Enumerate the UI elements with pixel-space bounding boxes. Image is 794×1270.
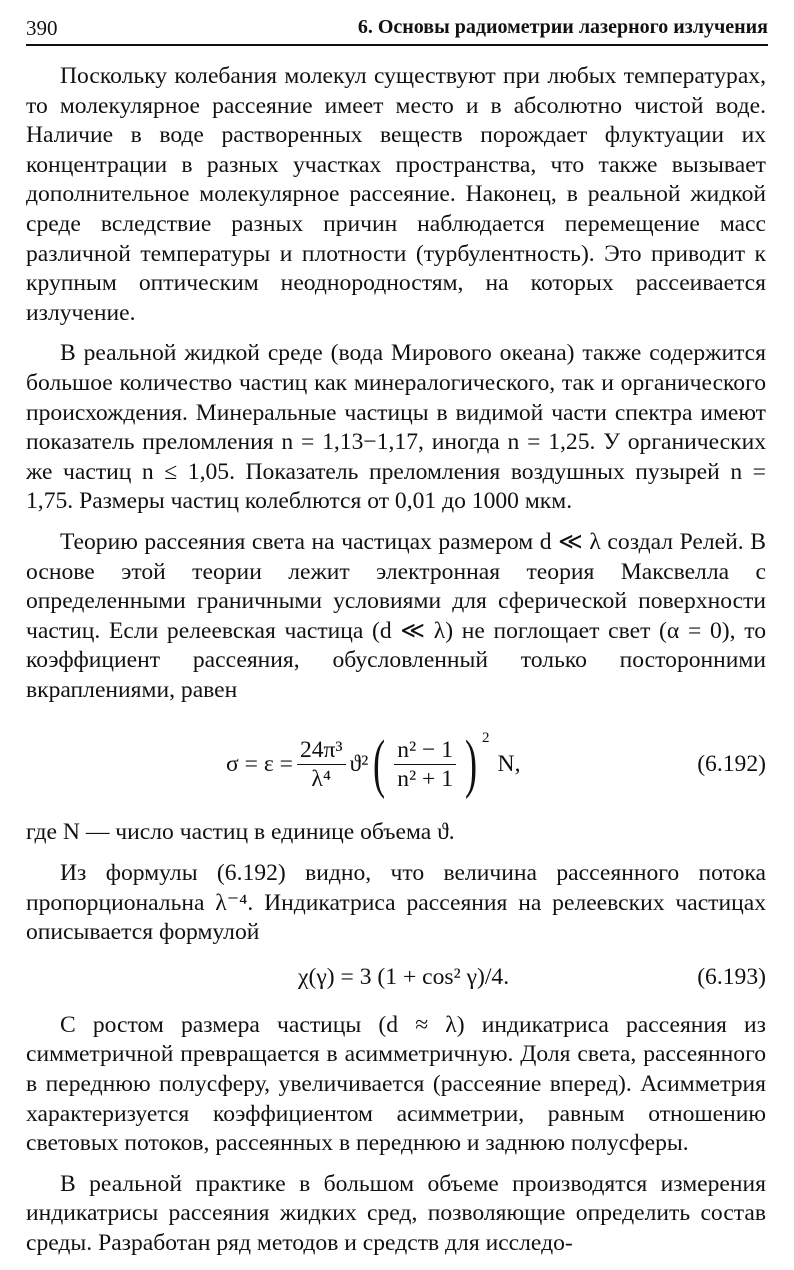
running-head <box>26 14 768 46</box>
page-number: 390 <box>26 16 58 40</box>
paragraph-6: С ростом размера частицы (d ≈ λ) индикатриса рассеяния из симметричной превращается в асимметричную. Доля света, рассеянного в переднюю полусферу, увеличивается (рассеяние вперед). Асимметрия характеризуется коэффициентом асимметрии, равным отношению световых потоков, рассеянных в переднюю и заднюю полусферы. <box>26 1011 766 1157</box>
formula-6-192 <box>26 716 766 812</box>
formula-6-192-body: σ = ε = $\frac{\text{24π³}}{\text{λ⁴}}$ ϑ² ( $\frac{\text{n² − 1}}{\text{n² + 1}}$ ) $^2$ N, <box>226 727 521 801</box>
paragraph-5: Из формулы (6.192) видно, что величина рассеянного потока пропорциональна λ⁻⁴. Индикатриса рассеяния на релеевских частицах описывается формулой <box>26 860 766 946</box>
paragraph-4: где N — число частиц в единице объема ϑ. <box>26 819 455 846</box>
inner-denominator: n² + 1 <box>397 765 454 792</box>
equation-number-6-193: (6.193) <box>697 963 766 990</box>
coefficient-denominator: λ⁴ <box>311 765 332 792</box>
left-paren: ( <box>373 727 386 801</box>
paragraph-2: В реальной жидкой среде (вода Мирового океана) также содержится большое количество частиц как минералогического, так и органического происхождения. Минеральные частицы в видимой части спектра имеют показатель преломления n = 1,13−1,17, иногда n = 1,25. У органических же частиц n ≤ 1,05. Показатель преломления воздушных пузырей n = 1,75. Размеры частиц колеблются от 0,01 до 1000 мкм. <box>26 340 766 515</box>
page-body <box>26 62 766 1270</box>
paragraph-1: Поскольку колебания молекул существуют при любых температурах, то молекулярное рассеяние имеет место и в абсолютно чистой воде. Наличие в воде растворенных веществ порождает флуктуации их концентрации в разных участках пространства, что также вызывает дополнительное молекулярное рассеяние. Наконец, в реальной жидкой среде вследствие разных причин наблюдается перемещение масс различной температуры и плотности (турбулентность). Это приводит к крупным оптическим неоднородностям, на которых рассеивается излучение. <box>26 63 766 326</box>
formula-6-193 <box>26 959 766 999</box>
paragraph-7: В реальной практике в большом объеме производятся измерения индикатрисы рассеяния жидких сред, позволяющие определить состав среды. Разработан ряд методов и средств для исследо- <box>26 1170 766 1256</box>
right-paren: ) <box>465 727 478 801</box>
formula-tail: N, <box>497 750 521 777</box>
formula-6-193-body: χ(γ) = 3 (1 + cos² γ)/4. <box>298 963 510 990</box>
formula-theta: ϑ² <box>349 750 369 777</box>
formula-lhs: σ = ε = <box>226 750 293 777</box>
section-title: 6. Основы радиометрии лазерного излучения <box>357 16 768 38</box>
inner-numerator: n² − 1 <box>394 736 456 765</box>
formula-coefficient <box>297 736 346 793</box>
coefficient-numerator: 24π³ <box>297 736 346 765</box>
formula-refraction-fraction <box>394 736 456 793</box>
paragraph-3: Теорию рассеяния света на частицах размером d ≪ λ создал Релей. В основе этой теории лежит электронная теория Максвелла с определенными граничными условиями для сферической поверхности частиц. Если релеевская частица (d ≪ λ) не поглощает свет (α = 0), то коэффициент рассеяния, обусловленный только посторонними вкраплениями, равен <box>26 528 766 703</box>
equation-number-6-192: (6.192) <box>697 751 766 778</box>
